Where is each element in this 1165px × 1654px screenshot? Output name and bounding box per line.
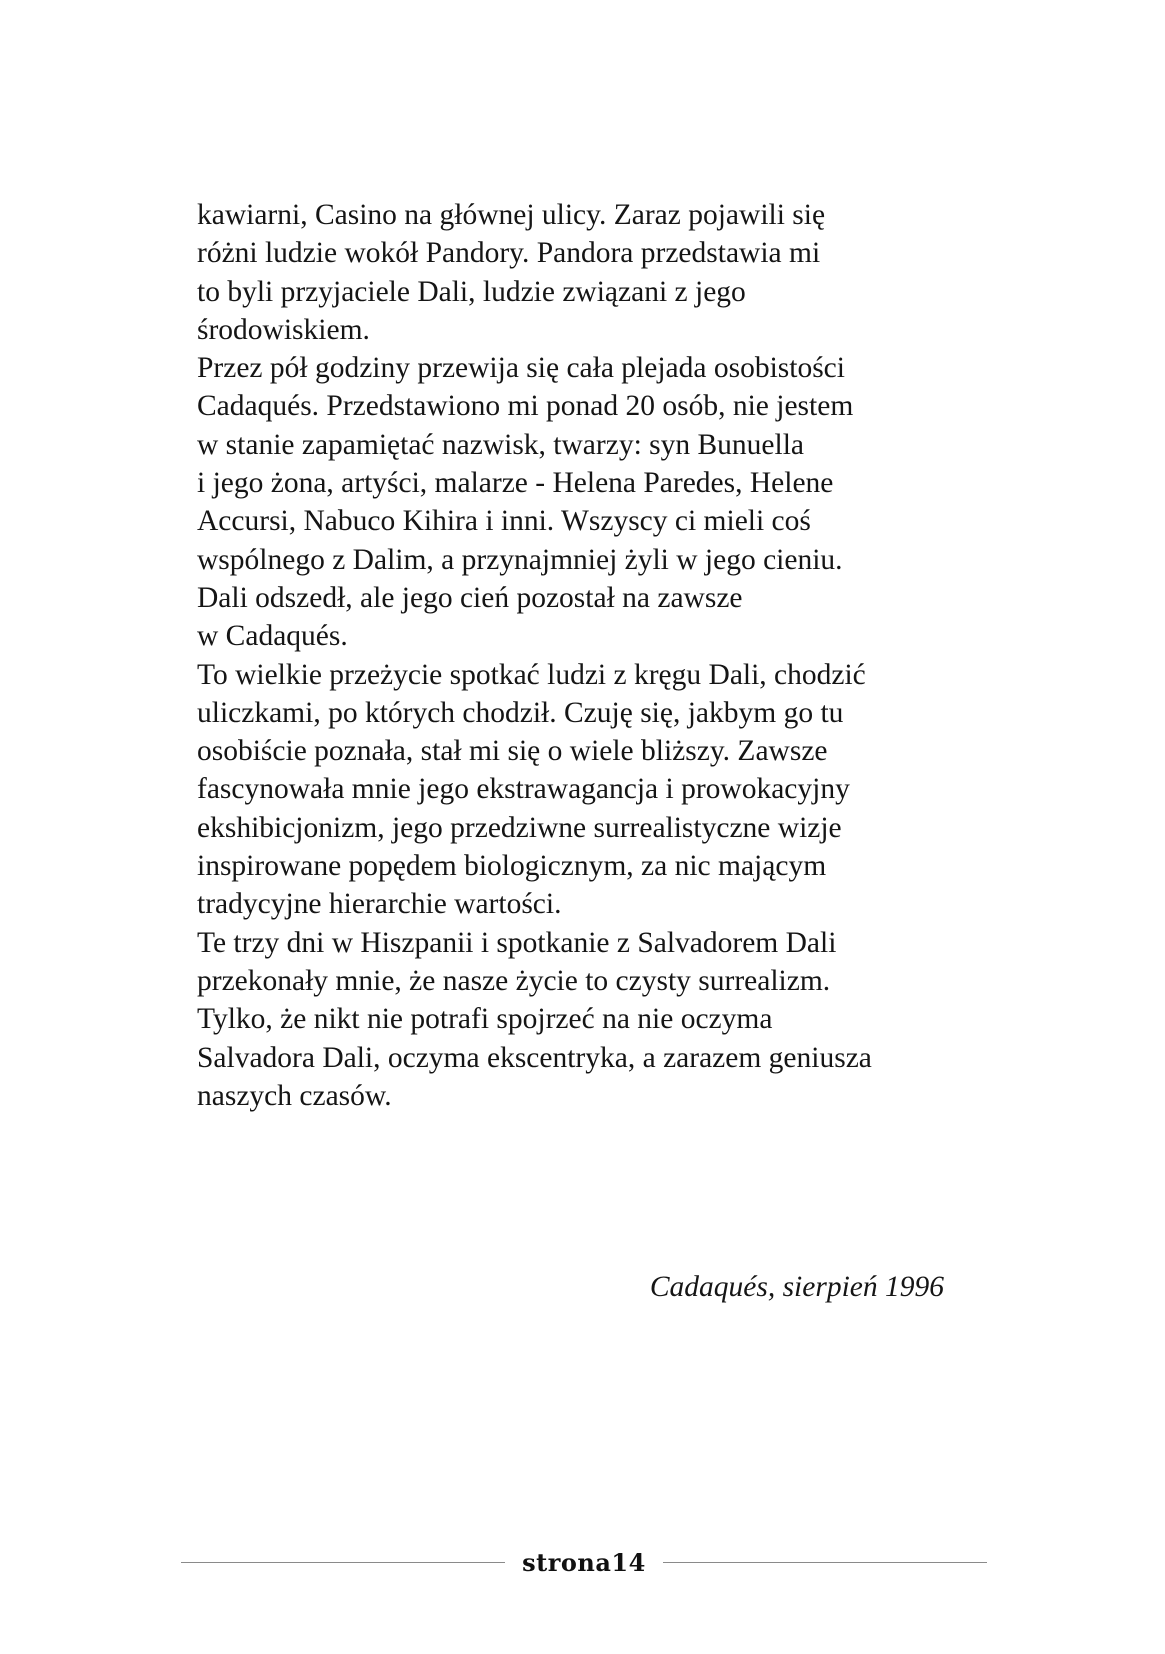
text-line: i jego żona, artyści, malarze - Helena Paredes, Helene <box>197 467 834 500</box>
text-line: wspólnego z Dalim, a przynajmniej żyli w jego cieniu. <box>197 543 843 576</box>
text-line: Przez pół godziny przewija się cała plejada osobistości <box>197 352 845 385</box>
text-line: inspirowane popędem biologicznym, za nic mającym <box>197 850 827 883</box>
text-line: przekonały mnie, że nasze życie to czysty surrealizm. <box>197 964 831 997</box>
text-line: To wielkie przeżycie spotkać ludzi z kręgu Dali, chodzić <box>197 658 866 691</box>
place-date-signature: Cadaqués, sierpień 1996 <box>649 1271 944 1303</box>
text-line: Cadaqués. Przedstawiono mi ponad 20 osób, nie jestem <box>197 390 854 423</box>
page-number: strona14 <box>522 1547 646 1577</box>
text-line: Tylko, że nikt nie potrafi spojrzeć na nie oczyma <box>197 1003 773 1036</box>
text-line: naszych czasów. <box>197 1079 392 1112</box>
text-line: Accursi, Nabuco Kihira i inni. Wszyscy ci mieli coś <box>197 505 811 538</box>
text-line: Dali odszedł, ale jego cień pozostał na zawsze <box>197 581 743 614</box>
text-line: to byli przyjaciele Dali, ludzie związani z jego <box>197 275 746 308</box>
body-text <box>197 196 977 1115</box>
text-line: środowiskiem. <box>197 313 370 346</box>
text-line: w stanie zapamiętać nazwisk, twarzy: syn Bunuella <box>197 428 804 461</box>
text-line: tradycyjne hierarchie wartości. <box>197 888 562 921</box>
text-line: osobiście poznała, stał mi się o wiele bliższy. Zawsze <box>197 735 828 768</box>
text-line: kawiarni, Casino na głównej ulicy. Zaraz pojawili się <box>197 199 826 231</box>
text-line: Te trzy dni w Hiszpanii i spotkanie z Salvadorem Dali <box>197 926 837 959</box>
text-line: ekshibicjonizm, jego przedziwne surrealistyczne wizje <box>197 811 842 844</box>
footer-rule-right <box>663 1562 987 1563</box>
text-line: Salvadora Dali, oczyma ekscentryka, a zarazem geniusza <box>197 1041 872 1074</box>
footer-rule-left <box>181 1562 505 1563</box>
text-line: fascynowała mnie jego ekstrawagancja i prowokacyjny <box>197 773 850 806</box>
page-footer <box>181 1545 987 1579</box>
text-line: różni ludzie wokół Pandory. Pandora przedstawia mi <box>197 237 821 270</box>
text-line: w Cadaqués. <box>197 620 348 653</box>
text-line: uliczkami, po których chodził. Czuję się, jakbym go tu <box>197 696 844 729</box>
